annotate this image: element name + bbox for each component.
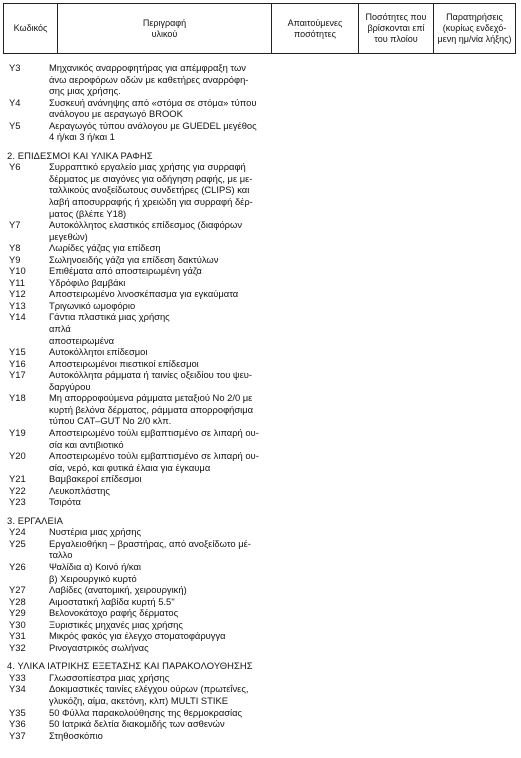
item-code: Y26 (9, 560, 26, 572)
list-item (0, 161, 521, 219)
item-code: Y18 (9, 392, 26, 404)
header-description: Περιγραφή υλικού (58, 4, 272, 53)
item-code: Y34 (9, 683, 26, 695)
list-item (0, 265, 521, 277)
section-title-dressings: 2. ΕΠΙΔΕΣΜΟΙ ΚΑΙ ΥΛΙΚΑ ΡΑΦΗΣ (7, 149, 153, 161)
item-description: Αποστειρωμένοι πιεστικοί επίδεσμοι (49, 357, 199, 369)
item-description: Λαβίδες (ανατομική, χειρουργική) (49, 584, 187, 596)
item-description: Επιθέματα από αποστειρωμένη γάζα (49, 265, 202, 277)
list-item (0, 538, 521, 561)
list-item (0, 62, 521, 97)
list-item (0, 277, 521, 289)
item-description: Λευκοπλάστης (49, 484, 110, 496)
list-item (0, 584, 521, 596)
item-code: Y33 (9, 671, 26, 683)
list-item (0, 427, 521, 450)
item-code: Y23 (9, 496, 26, 508)
item-description: Ψαλίδια α) Κοινό ή/και β) Χειρουργικό κυρτό (49, 560, 141, 584)
header-remarks: Παρατηρήσεις (κυρίως ενδεχό- μενη ημ/νία λήξης) (437, 12, 512, 44)
item-code: Y3 (9, 62, 21, 73)
top-items (0, 62, 521, 143)
item-code: Y37 (9, 729, 26, 741)
item-code: Y15 (9, 346, 26, 358)
item-description: Μηχανικός αναρροφητήρας για απέμφραξη των άνω αεροφόρων οδών με καθετήρες αναρρόφη- σης μιας χρήσης. (49, 62, 249, 97)
item-code: Y35 (9, 706, 26, 718)
section-examination-items (0, 672, 521, 741)
item-code: Y21 (9, 473, 26, 485)
item-code: Y20 (9, 450, 26, 462)
item-code: Y19 (9, 426, 26, 438)
header-on-board-quantities: Ποσότητες που βρίσκονται επί του πλοίου (359, 4, 434, 53)
list-item (0, 392, 521, 427)
item-description: Μη απορροφούμενα ράμματα μεταξιού No 2/0 με κυρτή βελόνα δέρματος, ράμματα απορροφήσιμα τύπου CAT–GUT No 2/0 κλπ. (49, 392, 254, 427)
item-description: Αυτοκόλλητος ελαστικός επίδεσμος (διαφόρων μεγεθών) (49, 219, 243, 242)
item-description: Τσιρότα (49, 496, 81, 508)
item-description: Ρινογαστρικός σωλήνας (49, 641, 149, 653)
list-item (0, 311, 521, 346)
item-description: Υδρόφιλο βαμβάκι (49, 276, 126, 288)
item-description: Γάντια πλαστικά μιας χρήσης απλά αποστειρωμένα (49, 311, 170, 346)
item-code: Y9 (9, 253, 21, 265)
item-code: Y8 (9, 242, 21, 254)
item-description: Μικρός φακός για έλεγχο στοματοφάρυγγα (49, 630, 226, 642)
item-code: Y28 (9, 595, 26, 607)
list-item (0, 561, 521, 584)
item-code: Y30 (9, 618, 26, 630)
item-description: Αεραγωγός τύπου ανάλογου με GUEDEL μεγέθος 4 ή/και 3 ή/και 1 (49, 119, 257, 143)
list-item (0, 642, 521, 654)
item-description: Συρραπτικό εργαλείο μιας χρήσης για συρραφή δέρματος με σιαγόνες για οδήγηση ραφής, με με- ταλλικούς ανοξείδωτους συνδετήρες (CLIPS) και λαβή αποσυρραφής ή χρειώδη για συρραφή δέρ- ματος (βλέπε Y18) (49, 161, 253, 219)
item-code: Y36 (9, 718, 26, 730)
section-title-instruments: 3. ΕΡΓΑΛΕΙΑ (7, 514, 63, 526)
list-item (0, 473, 521, 485)
list-item (0, 672, 521, 684)
item-code: Y31 (9, 630, 26, 642)
item-code: Y11 (9, 276, 25, 288)
list-item (0, 485, 521, 497)
item-code: Y32 (9, 641, 26, 653)
item-description: Αποστειρωμένο τούλι εμβαπτισμένο σε λιπαρή ου- σία, νερό, και φυτικά έλαια για έγκαυμα (49, 450, 259, 473)
item-description: Αποστειρωμένο λινοσκέπασμα για εγκαύματα (49, 288, 239, 300)
list-item (0, 630, 521, 642)
list-item (0, 607, 521, 619)
item-description: Νυστέρια μιας χρήσης (49, 526, 142, 538)
item-code: Y4 (9, 96, 21, 108)
list-item (0, 288, 521, 300)
list-item (0, 120, 521, 143)
item-description: Αυτοκόλλητοι επίδεσμοι (49, 346, 148, 358)
item-description: Γλωσσοπίεστρα μιας χρήσης (49, 671, 170, 683)
item-description: Λωρίδες γάζας για επίδεση (49, 242, 161, 254)
list-item (0, 369, 521, 392)
item-description: 50 Ιατρικά δελτία διακομιδής των ασθενών (49, 718, 225, 730)
section-dressings-items (0, 161, 521, 507)
item-code: Y29 (9, 607, 26, 619)
item-description: Βαμβακεροί επίδεσμοι (49, 473, 142, 485)
item-code: Y6 (9, 161, 21, 173)
list-item (0, 219, 521, 242)
item-code: Y17 (9, 369, 26, 381)
item-description: 50 Φύλλα παρακολούθησης της θερμοκρασίας (49, 706, 243, 718)
item-description: Ξυριστικές μηχανές μιας χρήσης (49, 618, 183, 630)
list-item (0, 596, 521, 608)
table-header (3, 3, 516, 54)
list-item (0, 707, 521, 719)
list-item (0, 718, 521, 730)
item-description: Βελονοκάτοχο ραφής δέρματος (49, 607, 179, 619)
item-code: Y27 (9, 584, 26, 596)
item-code: Y13 (9, 299, 26, 311)
list-item (0, 254, 521, 266)
item-description: Αιμοστατική λαβίδα κυρτή 5.5'' (49, 595, 175, 607)
list-item (0, 730, 521, 742)
list-item (0, 619, 521, 631)
item-description: Αυτοκόλλητα ράμματα ή ταινίες οξειδίου του ψευ- δαργύρου (49, 369, 253, 392)
list-item (0, 97, 521, 120)
list-item (0, 526, 521, 538)
item-description: Συσκευή ανάνηψης από «στόμα σε στόμα» τύπου ανάλογου με αεραγωγό BROOK (49, 96, 257, 120)
item-description: Εργαλειοθήκη – βραστήρας, από ανοξείδωτο μέ- ταλλο (49, 537, 251, 561)
item-code: Y16 (9, 357, 26, 369)
item-code: Y24 (9, 526, 26, 538)
item-code: Y25 (9, 537, 26, 549)
section-instruments-items (0, 526, 521, 653)
list-item (0, 683, 521, 706)
item-code: Y12 (9, 288, 26, 300)
list-item (0, 300, 521, 312)
item-list (0, 62, 521, 741)
list-item (0, 358, 521, 370)
item-description: Στηθοσκόπιο (49, 729, 103, 741)
list-item (0, 346, 521, 358)
item-description: Τριγωνικό ωμοφόριο (49, 299, 136, 311)
item-code: Y22 (9, 484, 26, 496)
item-code: Y10 (9, 265, 26, 277)
item-description: Αποστειρωμένο τούλι εμβαπτισμένο σε λιπαρή ου- σία και αντιβιοτικό (49, 426, 259, 450)
list-item (0, 450, 521, 473)
list-item (0, 242, 521, 254)
item-description: Σωληνοειδής γάζα για επίδεση δακτύλων (49, 253, 219, 265)
item-code: Y14 (9, 311, 26, 323)
item-description: Δοκιμαστικές ταινίες ελέγχου ούρων (πρωτεΐνες, γλυκόζη, αίμα, ακετόνη, κλπ) MULTI STIKE (49, 683, 249, 706)
list-item (0, 496, 521, 508)
item-code: Y5 (9, 119, 21, 131)
header-required-quantities: Απαιτούμενες ποσότητες (272, 4, 359, 53)
section-title-examination: 4. ΥΛΙΚΑ ΙΑΤΡΙΚΗΣ ΕΞΕΤΑΣΗΣ ΚΑΙ ΠΑΡΑΚΟΛΟΥΘΗΣΗΣ (7, 660, 253, 672)
item-code: Y7 (9, 219, 21, 231)
header-code: Κωδικός (4, 4, 58, 53)
